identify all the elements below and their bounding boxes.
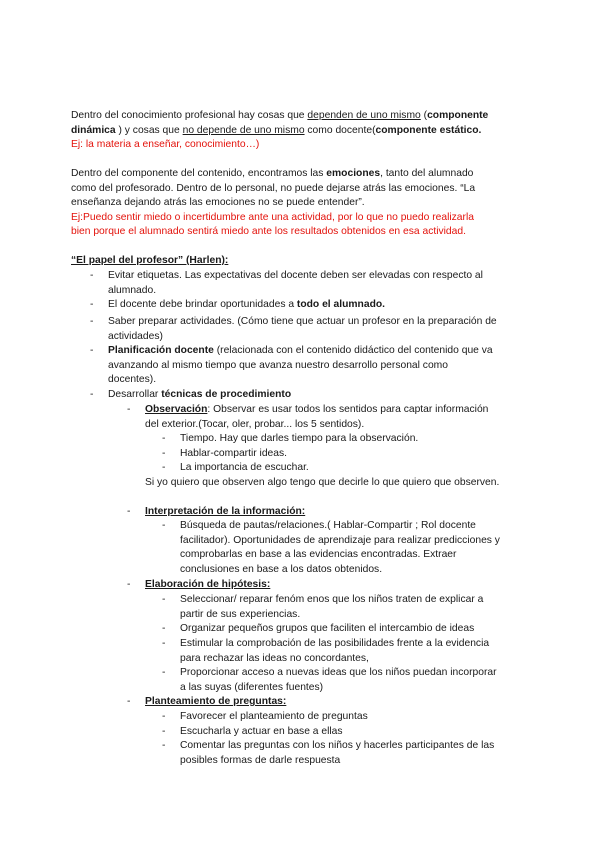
intro-text: Dentro del conocimiento profesional hay cosas que bbox=[71, 110, 308, 121]
bullet-dash: - bbox=[162, 433, 166, 444]
intro-text: como docente( bbox=[304, 124, 376, 136]
sub-list-item-text: conclusiones en base a los datos obtenidos. bbox=[180, 563, 383, 575]
list-item-text: Desarrollar bbox=[108, 389, 162, 400]
intro-paragraph bbox=[71, 109, 531, 153]
sub-list-item-text: Favorecer el planteamiento de preguntas bbox=[180, 711, 368, 722]
content-text: Dentro del componente del contenido, encontramos las bbox=[71, 168, 327, 179]
list-item-text: Evitar etiquetas. Las expectativas del docente deben ser elevadas con respecto al bbox=[108, 270, 483, 281]
content-bold-text: emociones bbox=[326, 168, 381, 179]
bullet-dash: - bbox=[90, 389, 94, 400]
sub-list-item-text: a las suyas (diferentes fuentes) bbox=[180, 681, 324, 693]
list-item-text: docentes). bbox=[108, 374, 157, 386]
bullet-dash: - bbox=[90, 299, 94, 310]
sub-list-item-text: facilitador). Oportunidades de aprendizaje para realizar predicciones y bbox=[180, 534, 500, 546]
list-item-text: El docente debe brindar oportunidades a bbox=[108, 299, 297, 310]
subsection-observacion bbox=[145, 403, 545, 432]
sub-list-item-text: posibles formas de darle respuesta bbox=[180, 754, 341, 766]
observacion-note bbox=[145, 476, 545, 491]
list-item-bold-text: todo el alumnado. bbox=[296, 299, 386, 310]
sub-list-item-text: Proporcionar acceso a nuevas ideas que los niños puedan incorporar bbox=[180, 667, 497, 678]
sub-list-item bbox=[180, 739, 540, 768]
sub-list-item-text: Organizar pequeños grupos que faciliten el intercambio de ideas bbox=[180, 623, 475, 634]
sub-list-item-text: Estimular la comprobación de las posibilidades frente a la evidencia bbox=[180, 638, 490, 649]
subsection-hipotesis bbox=[145, 578, 545, 593]
subsection-interpretacion bbox=[145, 505, 545, 520]
sub-list-item-text: Comentar las preguntas con los niños y hacerles participantes de las bbox=[180, 740, 495, 751]
sub-list-item bbox=[180, 725, 540, 740]
list-item bbox=[108, 344, 538, 388]
bullet-dash: - bbox=[90, 270, 94, 281]
subsection-title: Observación bbox=[145, 404, 208, 415]
subsection-title: Planteamiento de preguntas: bbox=[145, 696, 287, 707]
subsection-title: Interpretación de la información: bbox=[145, 506, 306, 517]
bullet-dash: - bbox=[162, 448, 166, 459]
subsection-preguntas bbox=[145, 695, 545, 710]
intro-example: Ej: la materia a enseñar, conocimiento…) bbox=[71, 139, 260, 151]
list-item-text: (relacionada con el contenido didáctico del contenido que va bbox=[213, 345, 493, 356]
bullet-dash: - bbox=[162, 520, 166, 531]
list-item-bold-text: técnicas de procedimiento bbox=[161, 389, 292, 400]
content-text: como del profesorado. Dentro de lo personal, no puede dejarse atrás las emociones. “La bbox=[71, 182, 476, 194]
bullet-dash: - bbox=[162, 638, 166, 649]
content-text: enseñanza dejando atrás las emociones no se puede entender”. bbox=[71, 197, 365, 209]
content-paragraph bbox=[71, 167, 531, 240]
sub-list-item-text: para rechazar las ideas no concordantes, bbox=[180, 652, 369, 664]
intro-bold-text: componente bbox=[427, 110, 489, 121]
content-text: , tanto del alumnado bbox=[380, 168, 474, 179]
subsection-text: del exterior.(Tocar, oler, probar... los 5 sentidos). bbox=[145, 418, 365, 430]
list-item bbox=[108, 269, 538, 298]
intro-underlined-text: dependen de uno mismo bbox=[307, 110, 421, 121]
intro-text: ( bbox=[420, 110, 428, 121]
sub-list-item bbox=[180, 447, 540, 462]
bullet-dash: - bbox=[162, 623, 166, 634]
bullet-dash: - bbox=[162, 711, 166, 722]
content-example: bien porque el alumnado sentirá miedo ante los resultados obtenidos en esa actividad. bbox=[71, 226, 466, 238]
subsection-title: Elaboración de hipótesis: bbox=[145, 579, 271, 590]
bullet-dash: - bbox=[90, 316, 94, 327]
subsection-text: : Observar es usar todos los sentidos para captar información bbox=[207, 404, 489, 415]
bullet-dash: - bbox=[127, 506, 131, 517]
sub-list-item bbox=[180, 666, 540, 695]
sub-list-item-text: Seleccionar/ reparar fenóm enos que los niños traten de explicar a bbox=[180, 594, 484, 605]
list-item bbox=[108, 315, 538, 344]
list-item-text: actividades) bbox=[108, 330, 163, 342]
bullet-dash: - bbox=[162, 667, 166, 678]
bullet-dash: - bbox=[127, 579, 131, 590]
list-item-text: Saber preparar actividades. (Cómo tiene que actuar un profesor en la preparación de bbox=[108, 316, 497, 327]
sub-list-item-text: Escucharla y actuar en base a ellas bbox=[180, 726, 343, 737]
sub-list-item bbox=[180, 637, 540, 666]
intro-bold-text: dinámica bbox=[71, 124, 116, 136]
sub-list-item-text: Hablar-compartir ideas. bbox=[180, 448, 288, 459]
sub-list-item bbox=[180, 593, 540, 622]
intro-bold-text: componente estático. bbox=[375, 124, 482, 136]
list-item-text: avanzando al mismo tiempo que avanza nuestro desarrollo personal como bbox=[108, 359, 448, 371]
bullet-dash: - bbox=[162, 740, 166, 751]
bullet-dash: - bbox=[162, 594, 166, 605]
note-text: Si yo quiero que observen algo tengo que decirle lo que quiero que observen. bbox=[145, 477, 500, 488]
sub-list-item bbox=[180, 710, 540, 725]
bullet-dash: - bbox=[162, 726, 166, 737]
bullet-dash: - bbox=[162, 462, 166, 473]
list-item-bold-text: Planificación docente bbox=[108, 345, 214, 356]
sub-list-item bbox=[180, 461, 540, 476]
section-title-text: “El papel del profesor” (Harlen): bbox=[71, 255, 229, 266]
sub-list-item-text: Búsqueda de pautas/relaciones.( Hablar-Compartir ; Rol docente bbox=[180, 520, 476, 531]
sub-list-item bbox=[180, 622, 540, 637]
list-item bbox=[108, 298, 538, 313]
intro-text: ) y cosas que bbox=[115, 124, 183, 136]
list-item bbox=[108, 388, 538, 403]
section-title bbox=[71, 254, 531, 269]
list-item-text: alumnado. bbox=[108, 284, 157, 296]
sub-list-item-text: partir de sus experiencias. bbox=[180, 608, 301, 620]
sub-list-item-text: La importancia de escuchar. bbox=[180, 462, 309, 473]
sub-list-item bbox=[180, 432, 540, 447]
sub-list-item-text: Tiempo. Hay que darles tiempo para la observación. bbox=[180, 433, 419, 444]
bullet-dash: - bbox=[127, 404, 131, 415]
content-example: Ej:Puedo sentir miedo o incertidumbre ante una actividad, por lo que no puedo realizarla bbox=[71, 211, 474, 223]
sub-list-item bbox=[180, 519, 540, 577]
intro-underlined-text: no depende de uno mismo bbox=[182, 124, 305, 136]
sub-list-item-text: comprobarlas en base a las evidencias encontradas. Extraer bbox=[180, 549, 457, 561]
bullet-dash: - bbox=[90, 345, 94, 356]
bullet-dash: - bbox=[127, 696, 131, 707]
